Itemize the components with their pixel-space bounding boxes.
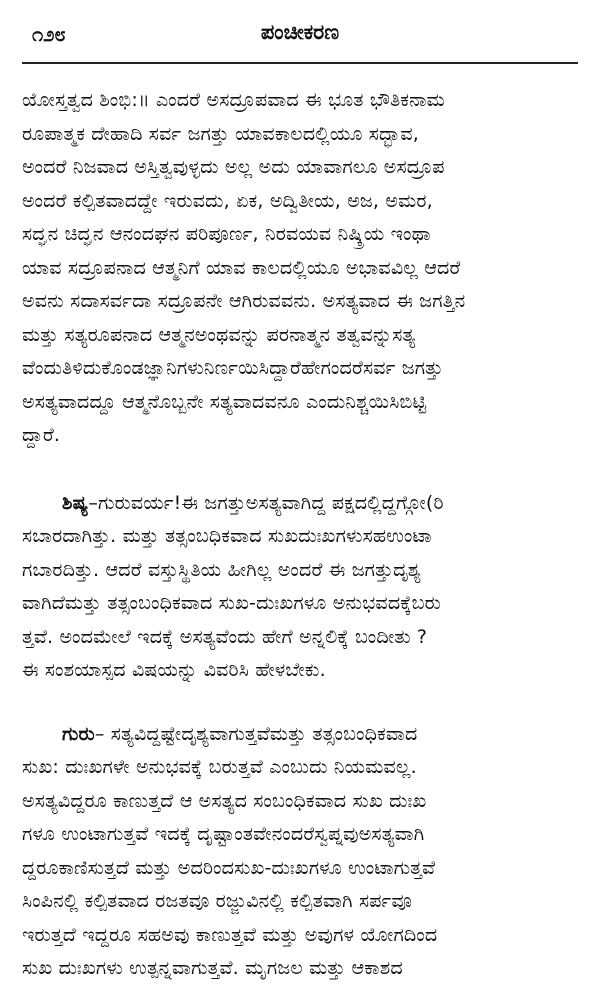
paragraph-2	[22, 487, 578, 688]
text-line: ಗಳೂ ಉಂಟಾಗುತ್ತವೆ ಇದಕ್ಕೆ ದೃಷ್ಟಾಂತವೇನಂದರೆಸ್ವಪ್ನವುಅಸತ್ಯವಾಗಿ	[22, 823, 425, 845]
text-line: ಮತ್ತು ಸತ್ಯರೂಪನಾದ ಆತ್ಮನಅಂಥವನ್ನು ಪರನಾತ್ಮನ ತತ್ವವನ್ನುಸತ್ಯ	[22, 323, 416, 346]
text-line: ಸದ್ಘನ ಚಿದ್ಘನ ಆನಂದಘನ ಪರಿಪೂರ್ಣ, ನಿರವಯವ ನಿಷ್ಕ್ರಿಯ ಇಂಥಾ	[22, 223, 431, 245]
text-line: ಸಿಂಪಿನಲ್ಲಿ ಕಲ್ಪಿತವಾದ ರಜತವೂ ರಜ್ಜುವಿನಲ್ಲಿ ಕಲ್ಪಿತವಾಗಿ ಸರ್ಪವೂ	[22, 890, 413, 912]
text-span: –ಗುರುವರ್ಯ!ಈ ಜಗತ್ತುಅಸತ್ಯವಾಗಿದ್ದ ಪಕ್ಷದಲ್ಲಿದ್ದಗ್ಗೋ(ರಿ	[88, 491, 444, 514]
text-line: ರೂಪಾತ್ಮಕ ದೇಹಾದಿ ಸರ್ವ ಜಗತ್ತು ಯಾವಕಾಲದಲ್ಲಿಯೂ ಸದ್ಭಾವ,	[22, 122, 420, 145]
text-line: ದ್ದಾರೆ.	[22, 424, 61, 446]
paragraph-1	[22, 84, 578, 453]
text-span: – ಸತ್ಯವಿದ್ದಷ್ಟೇದೃಶ್ಯವಾಗುತ್ತವೆಮತ್ತು ತತ್ಸಂಬಂಧಿಕವಾದ	[94, 722, 418, 745]
text-line: ಸುಖ: ದುಃಖಗಳೇ ಅನುಭವಕ್ಕೆ ಬರುತ್ತವೆ ಎಂಬುದು ನಿಯಮವಲ್ಲ.	[22, 756, 417, 778]
text-line: ಯಾವ ಸದ್ರೂಪನಾದ ಆತ್ಮನಿಗೆ ಯಾವ ಕಾಲದಲ್ಲಿಯೂ ಅಭಾವವಿಲ್ಲ ಆದರೆ	[22, 256, 461, 279]
speaker-label: ಶಿಷ್ಯ	[62, 491, 89, 514]
text-line: ಈ ಸಂಶಯಾಸ್ಪದ ವಿಷಯನ್ನು ವಿವರಿಸಿ ಹೇಳಬೇಕು.	[22, 659, 326, 681]
text-line: ಇರುತ್ತದೆ ಇದ್ದರೂ ಸಹಅವು ಕಾಣುತ್ತವೆ ಮತ್ತು ಅವುಗಳ ಯೋಗದಿಂದ	[22, 923, 438, 946]
text-line: ತ್ತವೆ. ಅಂದಮೇಲೆ ಇದಕ್ಕೆ ಅಸತ್ಯವೆಂದು ಹೇಗೆ ಅನ್ನಲಿಕ್ಕೆ ಬಂದೀತು ?	[22, 625, 428, 648]
text-line: ಯೋಸ್ತತ್ವದ ಶಿಂಭಿ:॥ ಎಂದರೆ ಅಸದ್ರೂಪವಾದ ಈ ಭೂತ ಭೌತಿಕನಾಮ	[22, 89, 445, 111]
page-number: ೧೨೮	[32, 22, 66, 46]
page-header	[22, 18, 578, 52]
text-line: ಗಬಾರದಿತ್ತು. ಆದರೆ ವಸ್ತುಸ್ಥಿತಿಯ ಹೀಗಿಲ್ಲ ಅಂದರೆ ಈ ಜಗತ್ತುದೃಶ್ಯ	[22, 558, 421, 581]
text-line: ವೆಂದುತಿಳಿದುಕೊಂಡಜ್ಞಾನಿಗಳುನಿರ್ಣಯಿಸಿದ್ದಾರೆಹೇಗಂದರೆಸರ್ವ ಜಗತ್ತು	[22, 357, 444, 379]
running-title: ಪಂಚೀಕರಣ	[260, 20, 340, 44]
text-line: ಸಬಾರದಾಗಿತ್ತು. ಮತ್ತು ತತ್ಸಂಬಧಿಕವಾದ ಸುಖದುಃಖಗಳುಸಹಉಂಟಾ	[22, 525, 432, 547]
paragraph-gap	[22, 688, 578, 718]
text-line: ಅಂದರೆ ನಿಜವಾದ ಅಸ್ತಿತ್ವವುಳ್ಳದು ಅಲ್ಲ ಅದು ಯಾವಾಗಲೂ ಅಸದ್ರೂಪ	[22, 156, 445, 178]
speaker-label: ಗುರು	[62, 722, 95, 745]
text-line: ಅಸತ್ಯವಾದದ್ದೂ ಆತ್ಮನೊಬ್ಬನೇ ಸತ್ಯವಾದವನೂ ಎಂದುನಿಶ್ಚಯಿಸಿಬಿಟ್ಟಿ	[22, 390, 427, 413]
text-line: ಸುಖ ದುಃಖಗಳು ಉತ್ಪನ್ನವಾಗುತ್ತವೆ. ಮೃಗಜಲ ಮತ್ತು ಆಕಾಶದ	[22, 957, 403, 979]
text-line	[22, 718, 578, 752]
text-line: ಅಸತ್ಯವಿದ್ದರೂ ಕಾಣುತ್ತದೆ ಆ ಅಸತ್ಯದ ಸಂಬಂಧಿಕವಾದ ಸುಖ ದುಃಖ	[22, 789, 427, 812]
paragraph-3	[22, 718, 578, 986]
header-rule	[22, 62, 578, 64]
paragraph-gap	[22, 453, 578, 487]
text-line	[22, 487, 578, 521]
text-line: ಅವನು ಸದಾಸರ್ವದಾ ಸದ್ರೂಪನೇ ಆಗಿರುವವನು. ಅಸತ್ಯವಾದ ಈ ಜಗತ್ತಿನ	[22, 290, 466, 312]
text-line: ಅಂದರೆ ಕಲ್ಪಿತವಾದದ್ದೇ ಇರುವದು, ಏಕ, ಅದ್ವಿತೀಯ, ಅಜ, ಅಮರ,	[22, 189, 433, 212]
text-line: ದ್ದರೂಕಾಣಿಸುತ್ತದೆ ಮತ್ತು ಅದರಿಂದಸುಖ-ದುಃಖಗಳೂ ಉಂಟಾಗುತ್ತವೆ	[22, 856, 436, 879]
text-line: ವಾಗಿದೆಮತ್ತು ತತ್ಸಂಬಂಧಿಕವಾದ ಸುಖ-ದುಃಖಗಳೂ ಅನುಭವದಕ್ಕೆಬರು	[22, 592, 441, 614]
